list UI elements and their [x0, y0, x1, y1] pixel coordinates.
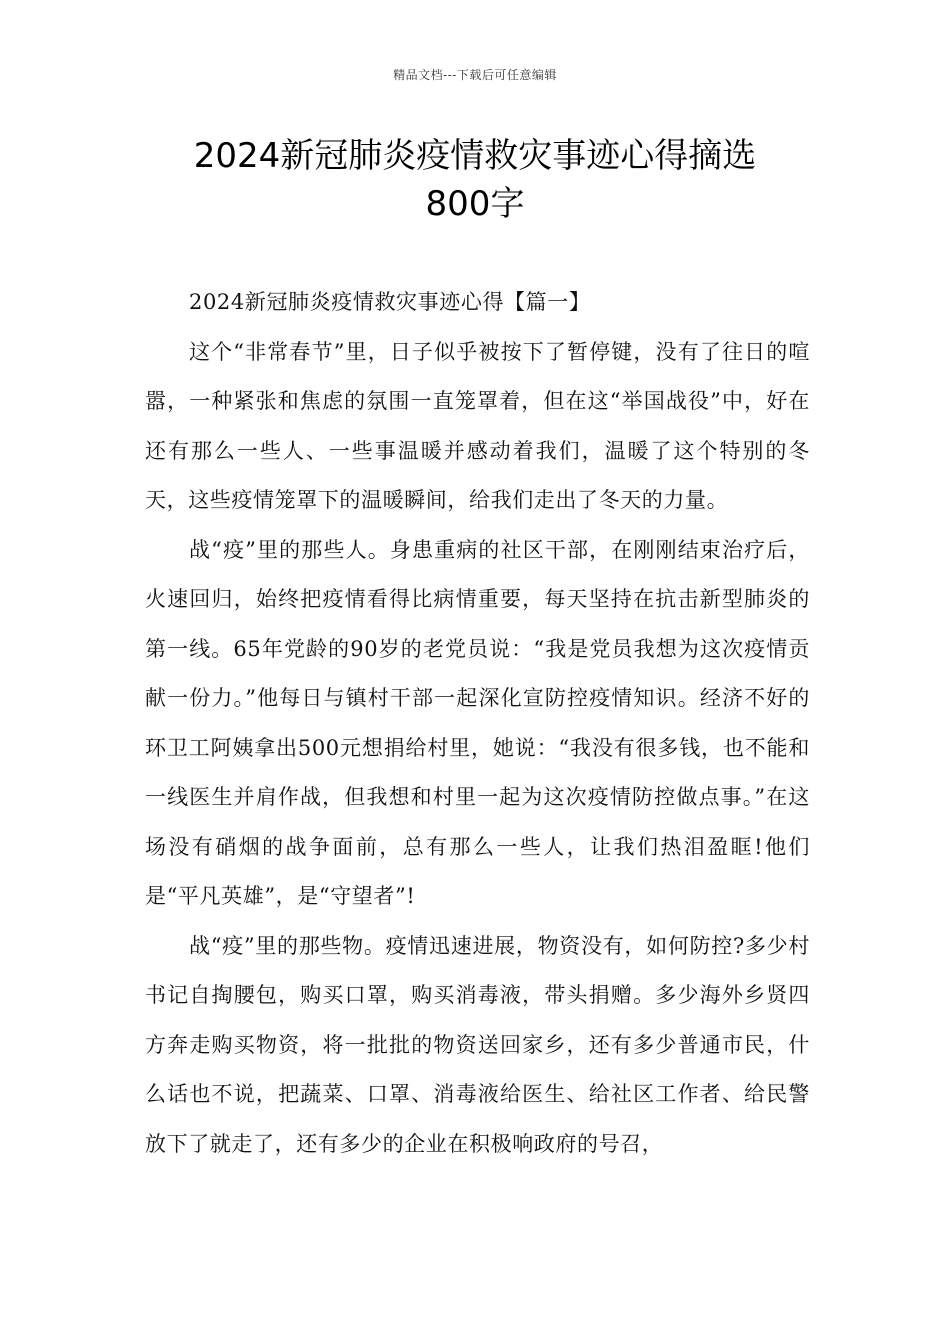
document-body	[145, 278, 810, 1169]
paragraph-2: 战“疫”里的那些人。身患重病的社区干部，在刚刚结束治疗后，火速回归，始终把疫情看得比病情重要，每天坚持在抗击新型肺炎的第一线。65年党龄的90岁的老党员说：“我是党员我想为这次疫情贡献一份力。”他每日与镇村干部一起深化宣防控疫情知识。经济不好的环卫工阿姨拿出500元想捐给村里，她说：“我没有很多钱，也不能和一线医生并肩作战，但我想和村里一起为这次疫情防控做点事。”在这场没有硝烟的战争面前，总有那么一些人，让我们热泪盈眶!他们是“平凡英雄”，是“守望者”!	[145, 537, 810, 908]
title-line-1: 2024新冠肺炎疫情救灾事迹心得摘选	[193, 136, 757, 176]
title-line-2: 800字	[425, 184, 525, 224]
page-title	[120, 132, 830, 228]
header-watermark: 精品文档---下载后可任意编辑	[393, 68, 557, 82]
paragraph-3: 战“疫”里的那些物。疫情迅速进展，物资没有，如何防控?多少村书记自掏腰包，购买口罩，购买消毒液，带头捐赠。多少海外乡贤四方奔走购买物资，将一批批的物资送回家乡，还有多少普通市民，什么话也不说，把蔬菜、口罩、消毒液给医生、给社区工作者、给民警放下了就走了，还有多少的企业在积极响政府的号召，	[145, 933, 810, 1156]
paragraph-1: 这个“非常春节”里，日子似乎被按下了暂停键，没有了往日的喧嚣，一种紧张和焦虑的氛围一直笼罩着，但在这“举国战役”中，好在还有那么一些人、一些事温暖并感动着我们，温暖了这个特别的冬天，这些疫情笼罩下的温暖瞬间，给我们走出了冬天的力量。	[145, 339, 810, 512]
section-heading: 2024新冠肺炎疫情救灾事迹心得【篇一】	[189, 290, 591, 314]
